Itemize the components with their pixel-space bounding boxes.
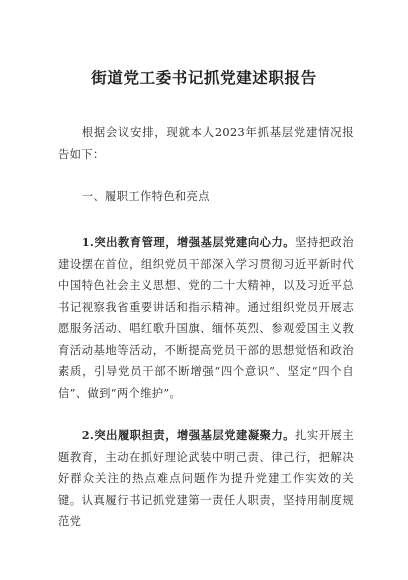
section-heading: 一、履职工作特色和亮点 <box>81 190 210 203</box>
point-paragraph-2 <box>58 425 354 533</box>
point-2-lead: 2.突出履职担责，增强基层党建凝聚力。 <box>81 428 296 442</box>
document-title: 街道党工委书记抓党建述职报告 <box>91 68 317 87</box>
point-paragraph-1 <box>58 232 354 404</box>
point-1-body: 坚持把政治建设摆在首位，组织党员干部深入学习贯彻习近平新时代中国特色社会主义思想、党的二十大精神，以及习近平总书记视察我省重要讲话和指示精神。通过组织党员开展志愿服务活动、唱红歌升国旗、缅怀英烈、参观爱国主义教育活动基地等活动，不断提高党员干部的思想觉悟和政治素质，引导党员干部不断增强“四个意识”、坚定“四个自信”、做到“两个维护”。 <box>58 236 354 400</box>
point-1-lead: 1.突出教育管理，增强基层党建向心力。 <box>81 235 296 249</box>
point-2-body: 扎实开展主题教育，主动在抓好理论武装中明己责、律己行，把解决好群众关注的热点难点问题作为提升党建工作实效的关键。认真履行书记抓党建第一责任人职责，坚持用制度规范党 <box>58 429 354 528</box>
intro-paragraph: 根据会议安排，现就本人2023年抓基层党建情况报告如下： <box>58 126 354 161</box>
